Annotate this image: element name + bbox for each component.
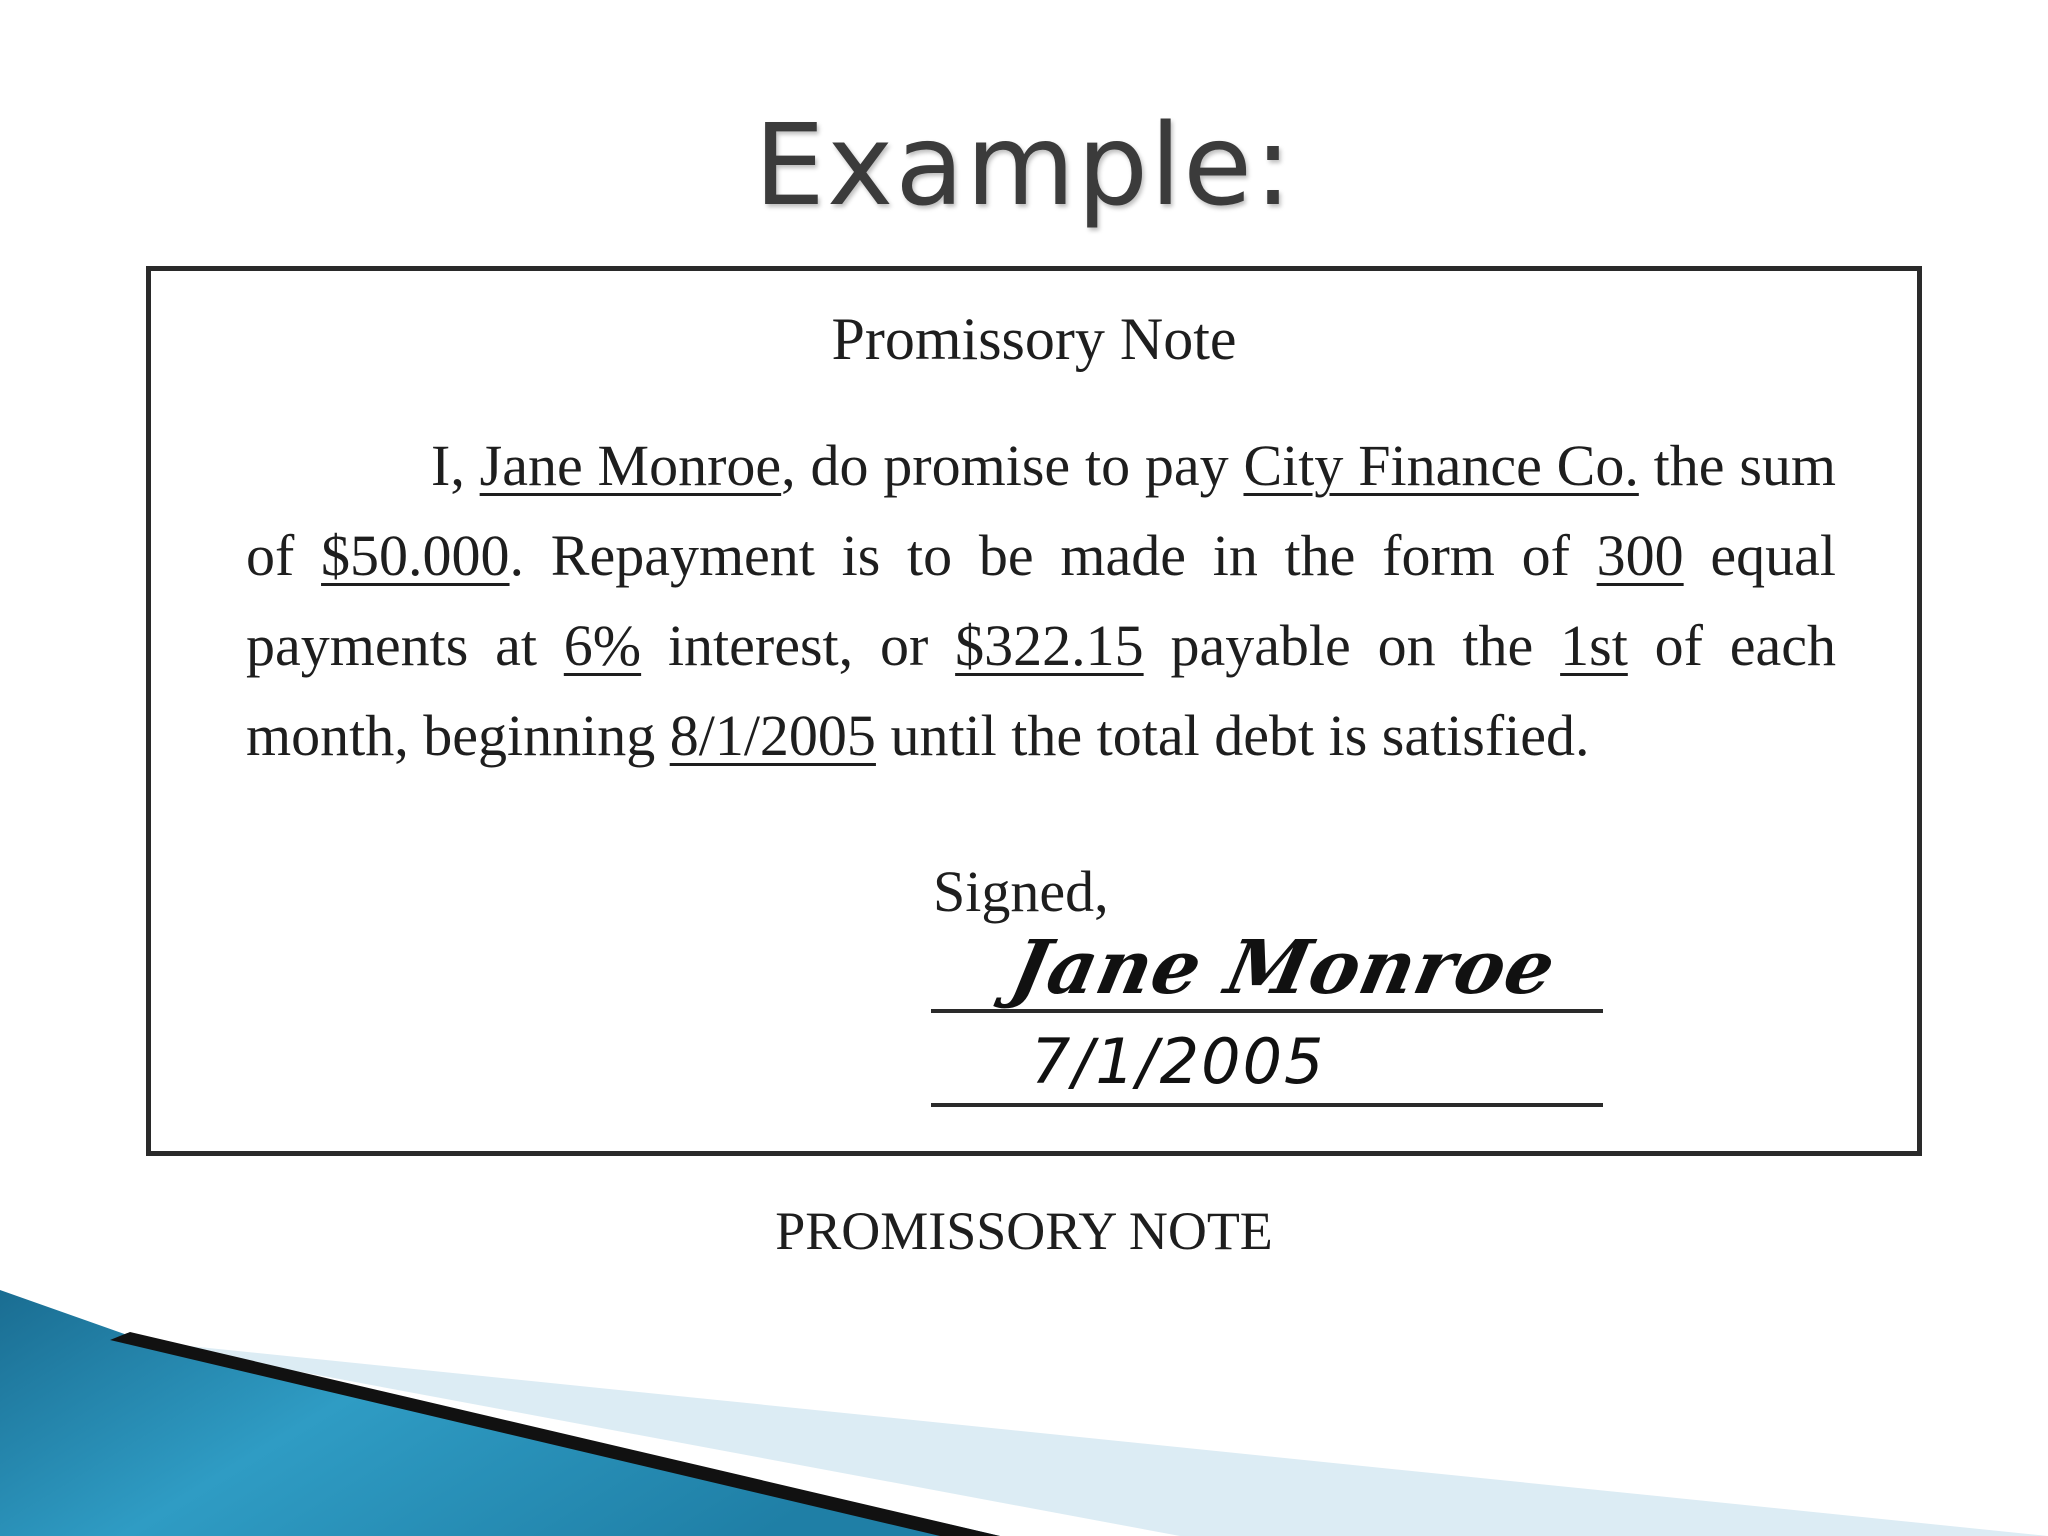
- installment-amount: $322.15: [955, 613, 1144, 678]
- loan-amount: $50.000: [321, 523, 510, 588]
- body-text: , do promise to pay: [781, 433, 1244, 498]
- slide-title: Example:: [754, 101, 1294, 231]
- lender-name: City Finance Co.: [1243, 433, 1639, 498]
- note-heading: Promissory Note: [831, 306, 1237, 372]
- body-text: the sum of: [246, 433, 1837, 588]
- body-text: of each month, beginning: [246, 613, 1837, 768]
- black-wedge: [110, 1332, 1000, 1536]
- due-day: 1st: [1560, 613, 1628, 678]
- interest-rate: 6%: [563, 613, 642, 678]
- pale-blue-wedge: [130, 1340, 2048, 1536]
- date-line: [931, 1103, 1603, 1107]
- borrower-name: Jane Monroe: [479, 433, 782, 498]
- teal-wedge: [0, 1290, 1000, 1536]
- start-date: 8/1/2005: [669, 703, 876, 768]
- body-text: until the total debt is satisfied.: [875, 703, 1590, 768]
- handwritten-signature: Jane Monroe: [1003, 925, 1564, 1011]
- body-text: interest, or: [641, 613, 956, 678]
- body-text: equal payments at: [246, 523, 1836, 678]
- promissory-note-box: [146, 266, 1922, 1156]
- handwritten-date: 7/1/2005: [1031, 1025, 1326, 1098]
- figure-caption: PROMISSORY NOTE: [775, 1201, 1273, 1261]
- signed-label: Signed,: [933, 859, 1109, 924]
- body-text: payable on the: [1143, 613, 1561, 678]
- payment-count: 300: [1596, 523, 1684, 588]
- signature-line: [931, 1009, 1603, 1013]
- body-text: . Repayment is to be made in the form of: [509, 523, 1597, 588]
- body-text: I,: [431, 433, 480, 498]
- note-body: [246, 421, 1836, 781]
